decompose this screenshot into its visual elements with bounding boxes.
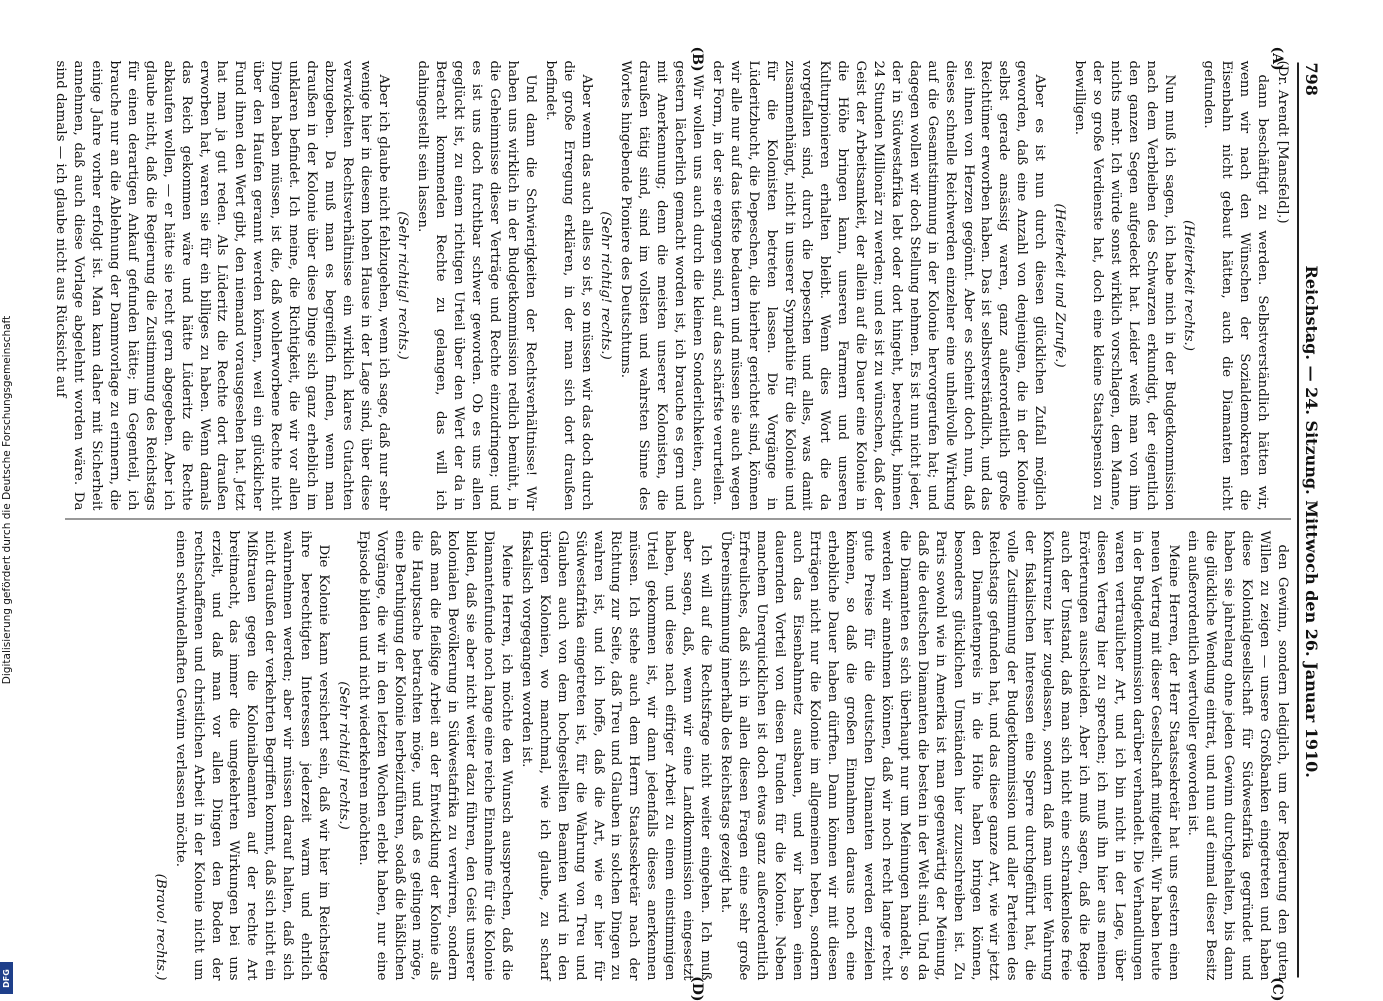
left-column-paragraph: (Dr. Arendt [Mansfeld].) (1275, 60, 1290, 224)
left-column-paragraph: dann beschäftigt zu werden. Selbstverständlich hätten wir, wenn wir nach den Wünschen der Sozialdemokraten die Eisenbahn nicht gebaut hätten, auch die Diamanten nicht gefunden. (1201, 60, 1271, 510)
dfg-logo-text: DFG (2, 968, 12, 988)
margin-marker-d: (D) (689, 975, 705, 1001)
left-column-paragraph: Aber ich glaube nicht fehlzugehen, wenn ich sage, daß nur sehr wenige hier in diesem hohen Hause in der Lage sind, über diese verwickelten Rechtsverhältnisse ein wirklich klares Gutachten abzugeben. Da muß man es begreiflich finden, wenn man draußen in der Kolonie über diese Dinge sich ganz erheblich im unklaren befindet. Ich meine, die Richtigkeit, die wir vor allen Dingen haben müssen, ist die, daß wohlerworbene Rechte nicht über den Haufen gerannt werden können, weil ein glücklicher Fund ihnen den Wert gibt, den niemand vorausgesehen hat. Jetzt hat man ja gut reden. Als Lüderitz die Rechte dort draußen erworben hat, waren sie für ein billiges zu haben. Wenn damals das Reich gekommen wäre und hätte Lüderitz die Rechte abkaufen wollen, — er hätte sie recht gern abgegeben. Aber ich glaube nicht, daß die Regierung die Zustimmung des Reichstags für einen derartigen Ankauf gefunden hätte; im Gegenteil, ich brauche nur an die Ablehnung der Dammvorlage zu erinnern, die einige Jahre vorher erfolgt ist. Man kann daher mit Sicherheit annehmen, daß auch diese Vorlage abgelehnt worden wäre. Da sind damals — ich glaube nicht aus Rücksicht auf (53, 60, 391, 510)
right-column-paragraph: den Gewinn, sondern lediglich, um der Regierung den guten Willen zu zeigen — unsere Großbanken eingetreten und haben diese Kolonialgesellschaft für Südwestafrika gegründet und haben sie jahrelang ohne jeden Gewinn durchgehalten, bis dann die glückliche Wendung eintrat, und nun auf einmal dieser Besitz ein außerordentlich wertvoller geworden ist. (1185, 530, 1290, 980)
page-number: 798 (1302, 62, 1321, 96)
margin-marker-c: (C) (1269, 976, 1285, 1001)
page-header (1297, 62, 1325, 977)
left-column-paragraph: Aber wenn das auch alles so ist, so müssen wir das doch durch die große Erregung erklären, in der man sich dort draußen befindet. (542, 60, 594, 510)
left-column-paragraph: Aber es ist nun durch diesen glücklichen Zufall möglich geworden, daß eine Anzahl von denjenigen, die in der Kolonie selbst gerade ansässig waren, ganz außerordentlich große Reichtümer erworben haben. Das ist selbstverständlich, und das sei ihnen von Herzen gegönnt. Aber es scheint doch nun, daß dieses schnelle Reichwerden einzelner eine unheilvolle Wirkung auf die Gesamtstimmung in der Kolonie hervorgerufen hat; und dagegen wollen wir doch Stellung nehmen. Es ist nun nicht jeder, der in Südwestafrika lebt oder dort hingeht, berechtigt, binnen 24 Stunden Millionär zu werden; und es ist zu wünschen, daß der Geist der Arbeitsamkeit, der allein auf die Dauer eine Kolonie in die Höhe bringen kann, unseren Farmern und unseren Kulturpionieren erhalten bleibt. Wenn dies Wort die da vorgefallen sind, durch die Depeschen und alles, was damit zusammenhängt, nicht in unserer Sympathie für die Kolonie und für die Kolonisten betreten lassen. Die Vorgänge in Lüderitzbucht, die Depeschen, die hierher gerichtet sind, können wir alle nur auf das tiefste bedauern und müssen sie auch wegen der Form, in der sie ergangen sind, auf das schärfste verurteilen. (709, 60, 1048, 510)
left-column (53, 60, 1291, 510)
header-title: Reichstag. — 24. Sitzung. Mittwoch den 26. Januar 1910. (1302, 265, 1321, 778)
dfg-logo (0, 962, 13, 994)
left-column-paragraph: (Sehr richtig! rechts.) (395, 210, 411, 360)
right-column-paragraph: Die Kolonie kann versichert sein, daß wir hier im Reichstage ihre berechtigten Interessen jederzeit warm und ehrlich wahrnehmen werden; aber wir müssen darauf halten, daß sich nicht draußen der verkehrten Begriffen kommt, daß sich nicht ein Mißtrauen gegen die Kolonialbeamten auf der rechte Art breitmacht, das immer die umgekehrten Wirkungen bei uns erzielt, und daß man vor allen Dingen den Boden der rechtschaffenen und christlichen Arbeit in der Kolonie nicht um einen schwindelhaften Gewinn verlassen möchte. (172, 530, 331, 980)
column-divider (65, 518, 1291, 519)
right-column (65, 530, 1291, 980)
right-column-paragraph: Ich will auf die Rechtsfrage nicht weiter eingehen. Ich muß aber sagen, daß, wenn wir eine Landkommission eingesetzt haben, und diese nach eifriger Arbeit zu einem einstimmigen Urteil gekommen ist, wir dann jedenfalls dieses anerkennen müssen. Ich stehe auch dem Herrn Staatssekretär nach der Richtung zur Seite, daß Treu und Glauben in solchen Dingen zu wahren ist, und ich hoffe, daß die Art, wie er hier für Südwestafrika eingetreten ist, für die Wahrung von Treu und Glauben auch von dem hochgestellten Beamten wird in den übrigen Kolonien, wo manchmal, wie ich glaube, zu scharf fiskalisch vorgegangen worden ist. (518, 530, 713, 980)
left-column-paragraph: Wir wollen uns auch durch die kleinen Sonderlichkeiten, auch gestern lächerlich gemacht worden ist, ich brauche es gern und mit Anerkennung; denn die meisten unserer Kolonisten, die draußen tätig sind, sind im vollsten und wahrsten Sinne des Wortes hingebende Pioniere des Deutschtums. (618, 60, 705, 510)
digitization-note (0, 0, 14, 1000)
right-column-paragraph: (Bravo! rechts.) (152, 873, 168, 980)
left-column-paragraph: (Heiterkeit und Zurufe.) (1052, 202, 1068, 368)
scanned-page (53, 46, 1325, 1001)
left-column-paragraph: Und dann die Schwierigkeiten der Rechtsverhältnisse! Wir haben uns wirklich in der Budgetkommission redlich bemüht, in die Geheimnisse dieser Verträge und Rechte einzudringen; und es ist uns doch furchtbar schwer geworden. Ob es uns allen geglückt ist, zu einem richtigen Urteil über den Wert der da in Betracht kommenden Rechte zu gelangen, das will ich dahingestellt sein lassen. (415, 60, 538, 510)
left-column-paragraph: (Sehr richtig! rechts.) (598, 210, 614, 360)
digitization-note-text: Digitalisierung gefördert durch die Deutsche Forschungsgemeinschaft (1, 315, 13, 685)
margin-marker-b: (B) (689, 46, 705, 72)
left-column-paragraph: Nun muß ich sagen, ich habe mich in der Budgetkommission nach dem Verbleiben des Schwarzen erkundigt, der eigentlich den ganzen Segen aufgedeckt hat. Leider weiß man von ihm nichts mehr. Ich würde sonst wirklich vorschlagen, dem Manne, der so große Verdienste hat, doch eine kleine Staatspension zu bewilligen. (1072, 60, 1177, 510)
margin-marker-a: (A) (1269, 46, 1285, 71)
page-content-rotated (53, 46, 1325, 1001)
right-column-paragraph: Meine Herren, der Herr Staatssekretär hat uns gestern einen neuen Vertrag mit dieser Gesellschaft mitgeteilt. Wir haben heute in der Budgetkommission darüber verhandelt. Die Verhandlungen waren vertraulicher Art, und ich bin nicht in der Lage, über diesen Vertrag hier zu sprechen; ich muß ihn hier aus meinen Erörterungen ausscheiden. Aber ich muß sagen, daß die Regie auch der Umstand, daß man sich nicht eine schrankenlose freie Konkurrenz hier zugelassen, sondern daß man unter Wahrung der fiskalischen Interessen eine Sperre durchgeführt hat, die volle Zustimmung der Budgetkommission und aller Parteien des Reichstags gefunden hat, und das diese ganze Art, wie wir jetzt den Diamantenpreis in die Höhe haben bringen können, besonders glücklichen Umständen hier zuzuschreiben ist. Zu Paris sowohl wie in Amerika ist man gegenwärtig der Meinung, daß die deutschen Diamanten die besten in der Welt sind. Und da die Diamanten es sich überhaupt nur um Meinungen handelt, so werden wir annehmen können, daß wir noch recht lange recht gute Preise für die deutschen Diamanten werden erzielen können, so daß die großen Einnahmen daraus noch eine erhebliche Dauer haben dürften. Dann können wir mit diesen Erträgen nicht nur die Kolonie im allgemeinen heben, sondern auch das Eisenbahnnetz ausbauen, und wir haben einen dauernden Vorteil von diesen Funden für die Kolonie. Neben manchem Unerquicklichen ist doch etwas ganz außerordentlich Erfreuliches, daß sich in allen diesen Fragen eine sehr große Übereinstimmung innerhalb des Reichstags gezeigt hat. (717, 530, 1181, 980)
right-column-paragraph: Meine Herren, ich möchte den Wunsch aussprechen, daß die Diamantenfunde noch lange eine reiche Einnahme für die Kolonie bilden, daß sie aber nicht weiter dazu führen, den Geist unserer kolonialen Bevölkerung in Südwestafrika zu verwirren, sondern daß man die fleißige Arbeit an der Entwicklung der Kolonie als die Hauptsache betrachten möge, und daß es gelingen möge, eine Beruhigung der Kolonie herbeizuführen, sodaß die häßlichen Vorgänge, die wir in den letzten Wochen erlebt haben, nur eine Episode bilden und nicht wiederkehren möchten. (355, 530, 515, 980)
right-column-paragraph: (Sehr richtig! rechts.) (335, 680, 351, 830)
left-column-paragraph: (Heiterkeit rechts.) (1181, 219, 1197, 351)
